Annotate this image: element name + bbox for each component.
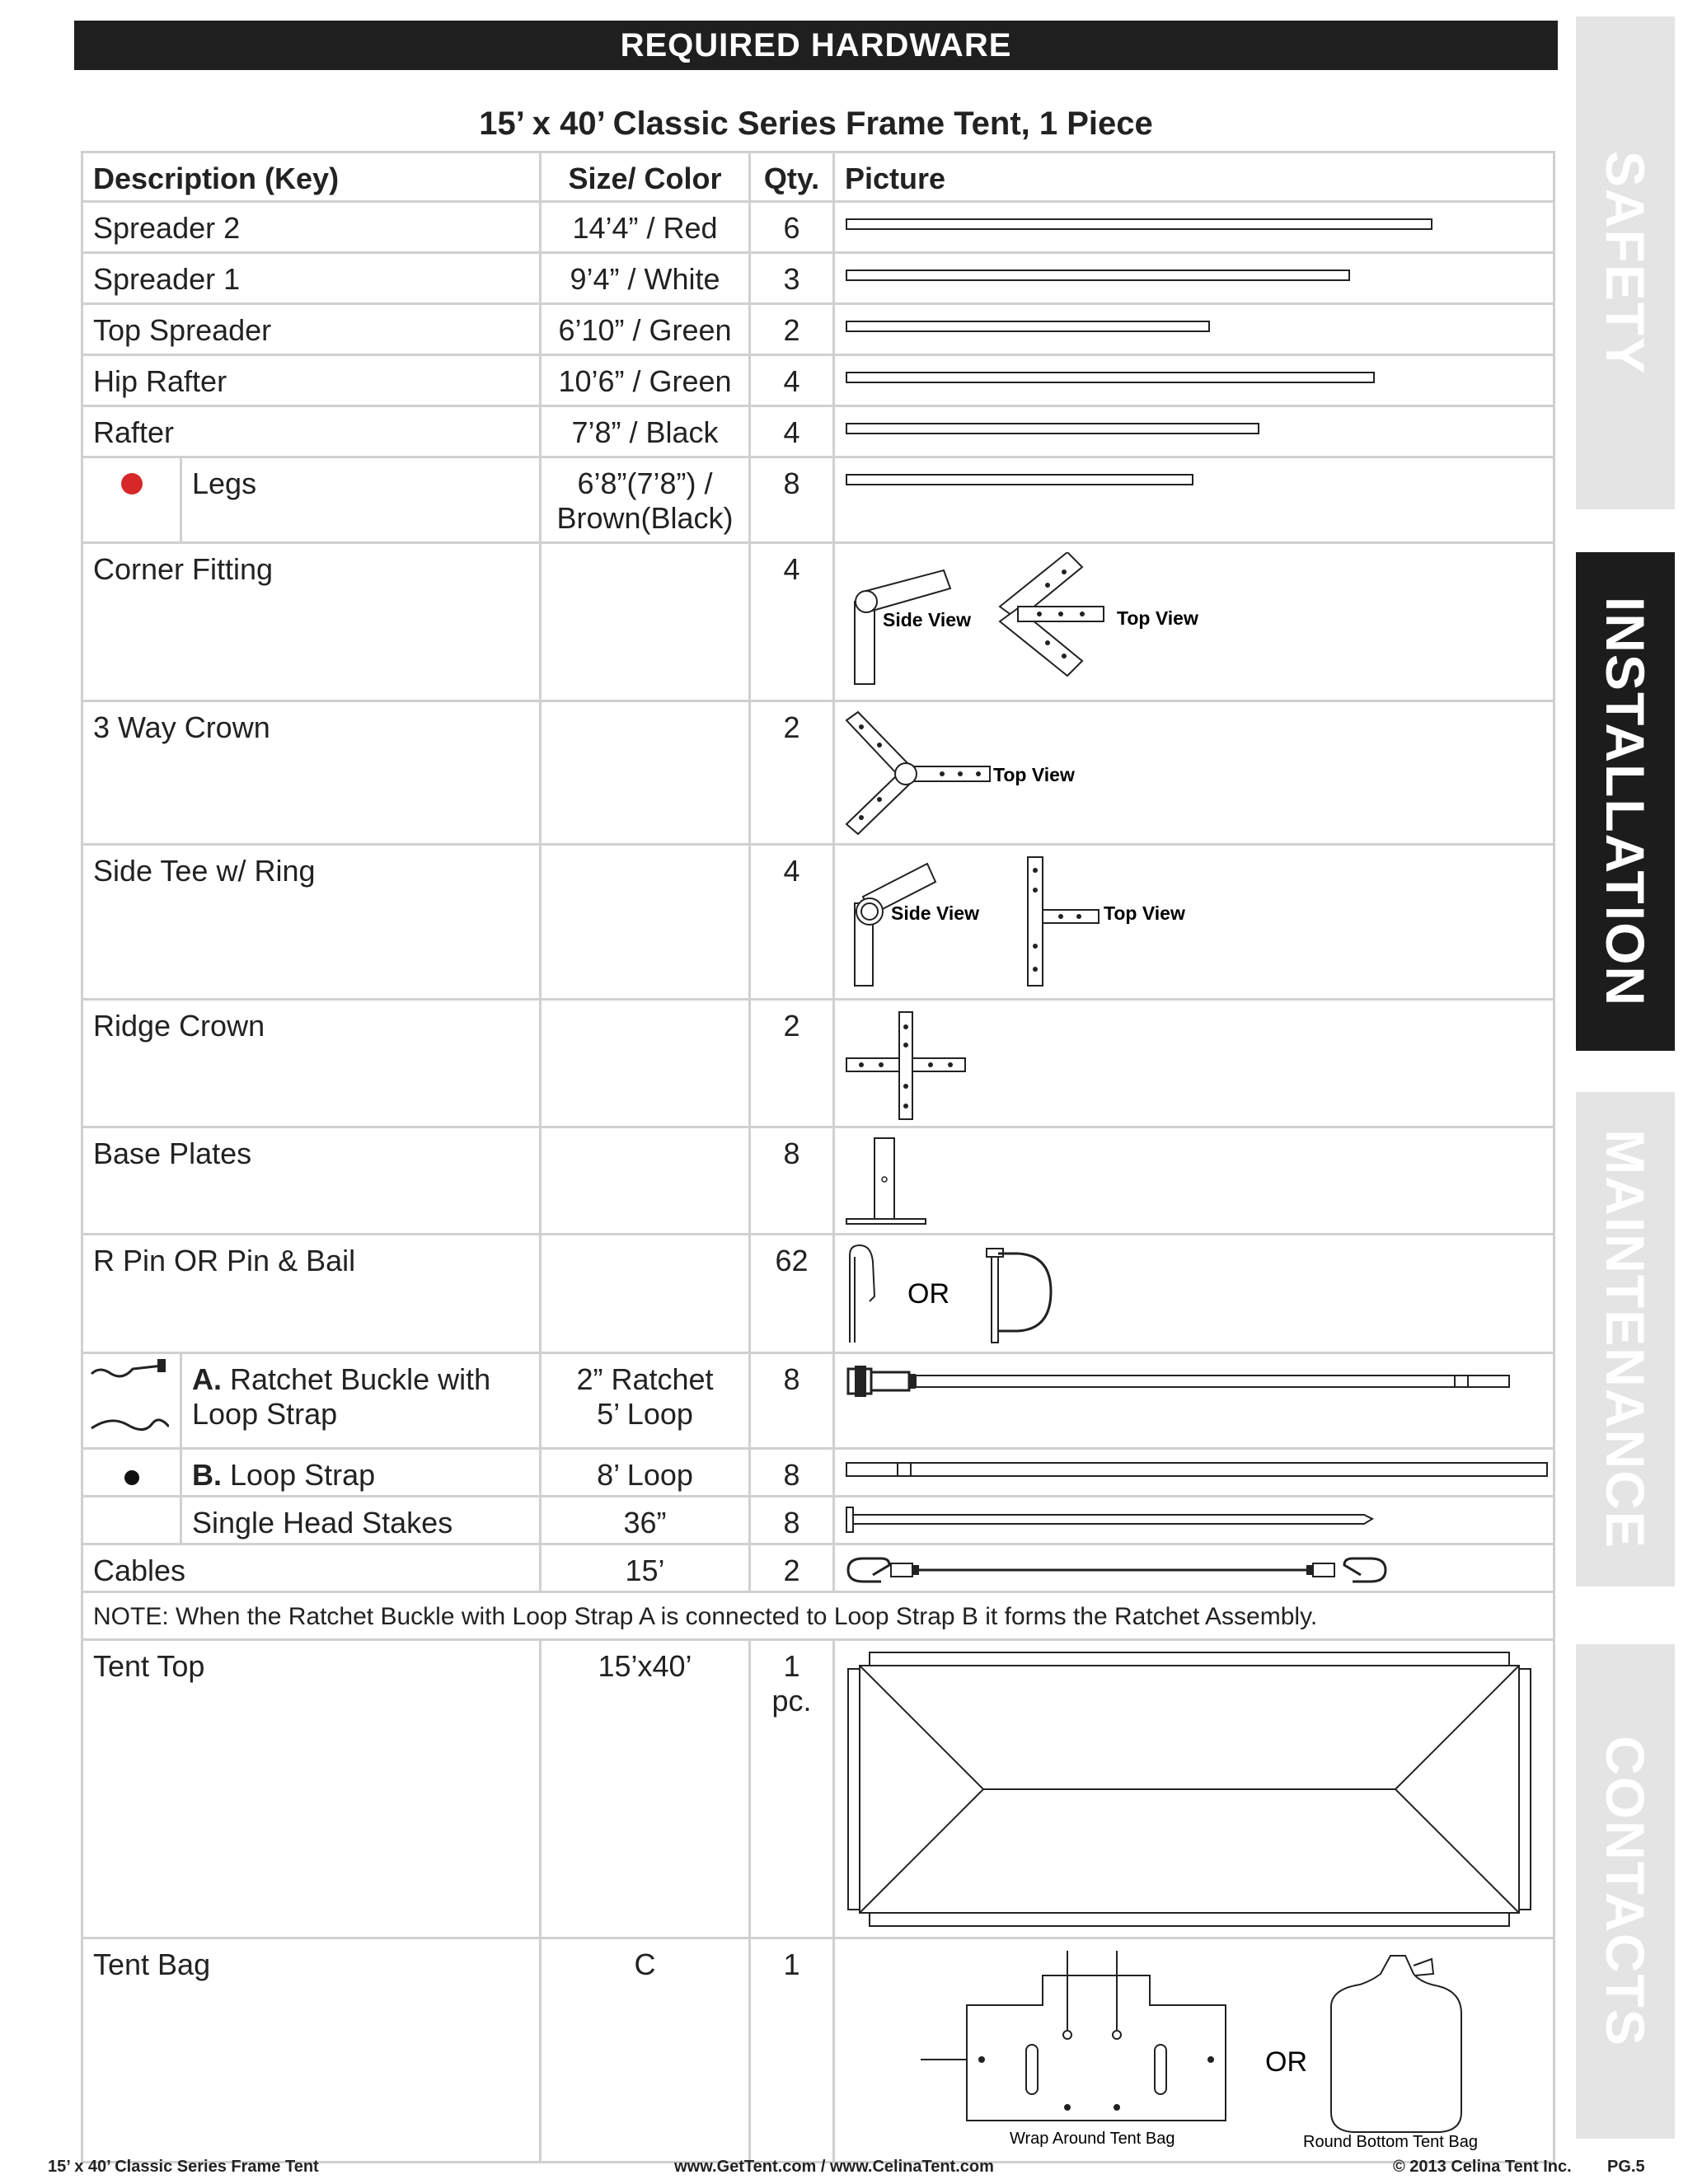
row-picture	[834, 1127, 1554, 1235]
table-row	[82, 1235, 1554, 1353]
hip-rafter-pole-image	[845, 364, 1438, 389]
row-desc: Legs	[181, 457, 541, 543]
qty-line: 1	[783, 1649, 800, 1683]
note-text: NOTE: When the Ratchet Buckle with Loop Strap A is connected to Loop Strap B it forms the Ratchet Assembly.	[82, 1592, 1554, 1640]
qty-line: pc.	[771, 1684, 812, 1718]
row-desc: Single Head Stakes	[181, 1497, 541, 1544]
rafter-pole-image	[845, 415, 1438, 440]
base-plate-image	[845, 1137, 1471, 1231]
tab-label: MAINTENANCE	[1595, 1129, 1656, 1549]
row-size: 15’	[541, 1544, 750, 1592]
size-line: 6’8”(7’8”) /	[577, 466, 713, 500]
row-qty: 8	[750, 457, 834, 543]
row-qty: 8	[750, 1497, 834, 1544]
header-size: Size/ Color	[541, 152, 750, 202]
desc-text: Loop Strap	[222, 1458, 376, 1492]
row-size	[541, 457, 750, 543]
row-qty: 4	[750, 406, 834, 457]
side-view-label: Side View	[891, 902, 979, 924]
key-letter: A.	[192, 1362, 222, 1396]
row-desc: Tent Top	[82, 1640, 541, 1938]
row-picture	[834, 457, 1554, 543]
desc-text: Ratchet Buckle with	[222, 1362, 491, 1396]
header-bar	[74, 21, 1558, 70]
row-desc: 3 Way Crown	[82, 701, 541, 845]
row-key	[82, 457, 181, 543]
three-way-crown-image	[845, 710, 1471, 842]
tab-safety[interactable]	[1576, 16, 1675, 509]
tab-label: SAFETY	[1595, 150, 1657, 376]
row-qty: 2	[750, 1000, 834, 1127]
spreader-pole-image	[845, 211, 1438, 236]
row-qty: 2	[750, 304, 834, 355]
desc-line: Loop Strap	[192, 1397, 338, 1431]
row-size: 7’8” / Black	[541, 406, 750, 457]
row-picture	[834, 1235, 1554, 1353]
row-desc: Hip Rafter	[82, 355, 541, 406]
row-size: 14’4” / Red	[541, 202, 750, 253]
row-picture	[834, 1449, 1554, 1497]
row-desc: Spreader 1	[82, 253, 541, 304]
row-picture	[834, 202, 1554, 253]
footer-website: www.GetTent.com / www.CelinaTent.com	[674, 2158, 994, 2176]
table-row	[82, 1000, 1554, 1127]
or-label: OR	[1265, 2046, 1307, 2078]
loop-strap-image	[845, 1458, 1554, 1483]
row-desc: R Pin OR Pin & Bail	[82, 1235, 541, 1353]
row-picture	[834, 845, 1554, 1000]
round-bag-caption: Round Bottom Tent Bag	[1303, 2133, 1478, 2151]
row-key	[82, 1353, 181, 1449]
row-desc: Tent Bag	[82, 1938, 541, 2163]
row-picture	[834, 1544, 1554, 1592]
table-header-row	[82, 152, 1554, 202]
table-row	[82, 406, 1554, 457]
row-size	[541, 1235, 750, 1353]
row-qty: 6	[750, 202, 834, 253]
row-size	[541, 1000, 750, 1127]
cable-image	[845, 1554, 1554, 1586]
table-row	[82, 457, 1554, 543]
size-line: Brown(Black)	[556, 501, 734, 535]
row-size	[541, 1127, 750, 1235]
ridge-crown-image	[845, 1009, 1471, 1124]
table-row	[82, 845, 1554, 1000]
footer-copyright: © 2013 Celina Tent Inc.	[1393, 2158, 1572, 2176]
wrap-bag-caption: Wrap Around Tent Bag	[1010, 2130, 1175, 2148]
row-qty: 8	[750, 1353, 834, 1449]
table-row	[82, 1449, 1554, 1497]
top-view-label: Top View	[1117, 607, 1198, 629]
r-pin-image	[845, 1244, 1471, 1351]
size-line: 2” Ratchet	[576, 1362, 714, 1396]
table-row	[82, 1938, 1554, 2163]
table-row	[82, 355, 1554, 406]
section-tabs	[1576, 0, 1688, 2184]
table-row	[82, 1544, 1554, 1592]
black-dot-icon	[124, 1470, 139, 1485]
row-desc	[181, 1353, 541, 1449]
row-size: 9’4” / White	[541, 253, 750, 304]
row-qty: 4	[750, 845, 834, 1000]
tab-maintenance[interactable]	[1576, 1092, 1675, 1586]
row-qty: 8	[750, 1127, 834, 1235]
row-desc: Spreader 2	[82, 202, 541, 253]
row-picture	[834, 701, 1554, 845]
table-title: 15’ x 40’ Classic Series Frame Tent, 1 Piece	[479, 105, 1153, 142]
row-desc: Base Plates	[82, 1127, 541, 1235]
or-label: OR	[907, 1278, 950, 1310]
row-size: 6’10” / Green	[541, 304, 750, 355]
row-qty: 4	[750, 355, 834, 406]
row-qty: 62	[750, 1235, 834, 1353]
side-view-label: Side View	[883, 609, 971, 630]
row-qty: 1	[750, 1938, 834, 2163]
size-line: 5’ Loop	[597, 1397, 693, 1431]
hardware-table	[81, 151, 1555, 2163]
row-picture	[834, 543, 1554, 701]
note-row	[82, 1592, 1554, 1640]
tent-bag-image	[845, 1947, 1562, 2158]
top-spreader-pole-image	[845, 313, 1438, 338]
row-size	[541, 701, 750, 845]
header-picture: Picture	[834, 152, 1554, 202]
row-qty: 8	[750, 1449, 834, 1497]
ratchet-buckle-image	[845, 1362, 1554, 1404]
header-qty: Qty.	[750, 152, 834, 202]
row-desc: Cables	[82, 1544, 541, 1592]
ratchet-strap-icon	[87, 1357, 169, 1436]
table-row	[82, 1497, 1554, 1544]
row-size: C	[541, 1938, 750, 2163]
tab-label: INSTALLATION	[1595, 596, 1656, 1007]
key-letter: B.	[192, 1458, 222, 1492]
row-desc: Top Spreader	[82, 304, 541, 355]
row-size: 15’x40’	[541, 1640, 750, 1938]
spreader-pole-image	[845, 262, 1438, 287]
footer-page-number: PG.5	[1607, 2158, 1645, 2176]
table-row	[82, 701, 1554, 845]
row-picture	[834, 355, 1554, 406]
row-desc: Ridge Crown	[82, 1000, 541, 1127]
tab-label: CONTACTS	[1595, 1736, 1656, 2047]
row-size	[541, 1353, 750, 1449]
row-key	[82, 1449, 181, 1497]
table-row	[82, 1353, 1554, 1449]
row-qty: 4	[750, 543, 834, 701]
table-row	[82, 304, 1554, 355]
red-dot-icon	[121, 473, 143, 494]
desc-line	[192, 1362, 529, 1397]
tab-contacts[interactable]	[1576, 1644, 1675, 2139]
table-row	[82, 1640, 1554, 1938]
row-desc: Rafter	[82, 406, 541, 457]
row-size: 10’6” / Green	[541, 355, 750, 406]
table-row	[82, 1127, 1554, 1235]
row-qty: 2	[750, 1544, 834, 1592]
top-view-label: Top View	[1104, 902, 1185, 924]
footer-title: 15’ x 40’ Classic Series Frame Tent	[48, 2158, 319, 2176]
row-size	[541, 845, 750, 1000]
tent-top-image	[845, 1649, 1562, 1933]
table-row	[82, 202, 1554, 253]
row-picture	[834, 1000, 1554, 1127]
row-qty: 2	[750, 701, 834, 845]
row-size: 8’ Loop	[541, 1449, 750, 1497]
table-row	[82, 543, 1554, 701]
row-picture	[834, 1353, 1554, 1449]
row-desc: Side Tee w/ Ring	[82, 845, 541, 1000]
row-picture	[834, 1640, 1554, 1938]
top-view-label: Top View	[993, 764, 1075, 785]
table-row	[82, 253, 1554, 304]
row-qty	[750, 1640, 834, 1938]
stake-image	[845, 1506, 1554, 1534]
row-picture	[834, 253, 1554, 304]
row-picture	[834, 1497, 1554, 1544]
corner-fitting-image	[845, 552, 1471, 692]
page-title: REQUIRED HARDWARE	[620, 26, 1012, 63]
row-desc	[181, 1449, 541, 1497]
row-key	[82, 1497, 181, 1544]
row-picture	[834, 1938, 1554, 2163]
row-size: 36”	[541, 1497, 750, 1544]
header-desc: Description (Key)	[82, 152, 541, 202]
row-qty: 3	[750, 253, 834, 304]
row-size	[541, 543, 750, 701]
row-desc: Corner Fitting	[82, 543, 541, 701]
side-tee-image	[845, 854, 1471, 994]
leg-pole-image	[845, 466, 1438, 491]
tab-installation[interactable]	[1576, 552, 1675, 1051]
row-picture	[834, 406, 1554, 457]
row-picture	[834, 304, 1554, 355]
